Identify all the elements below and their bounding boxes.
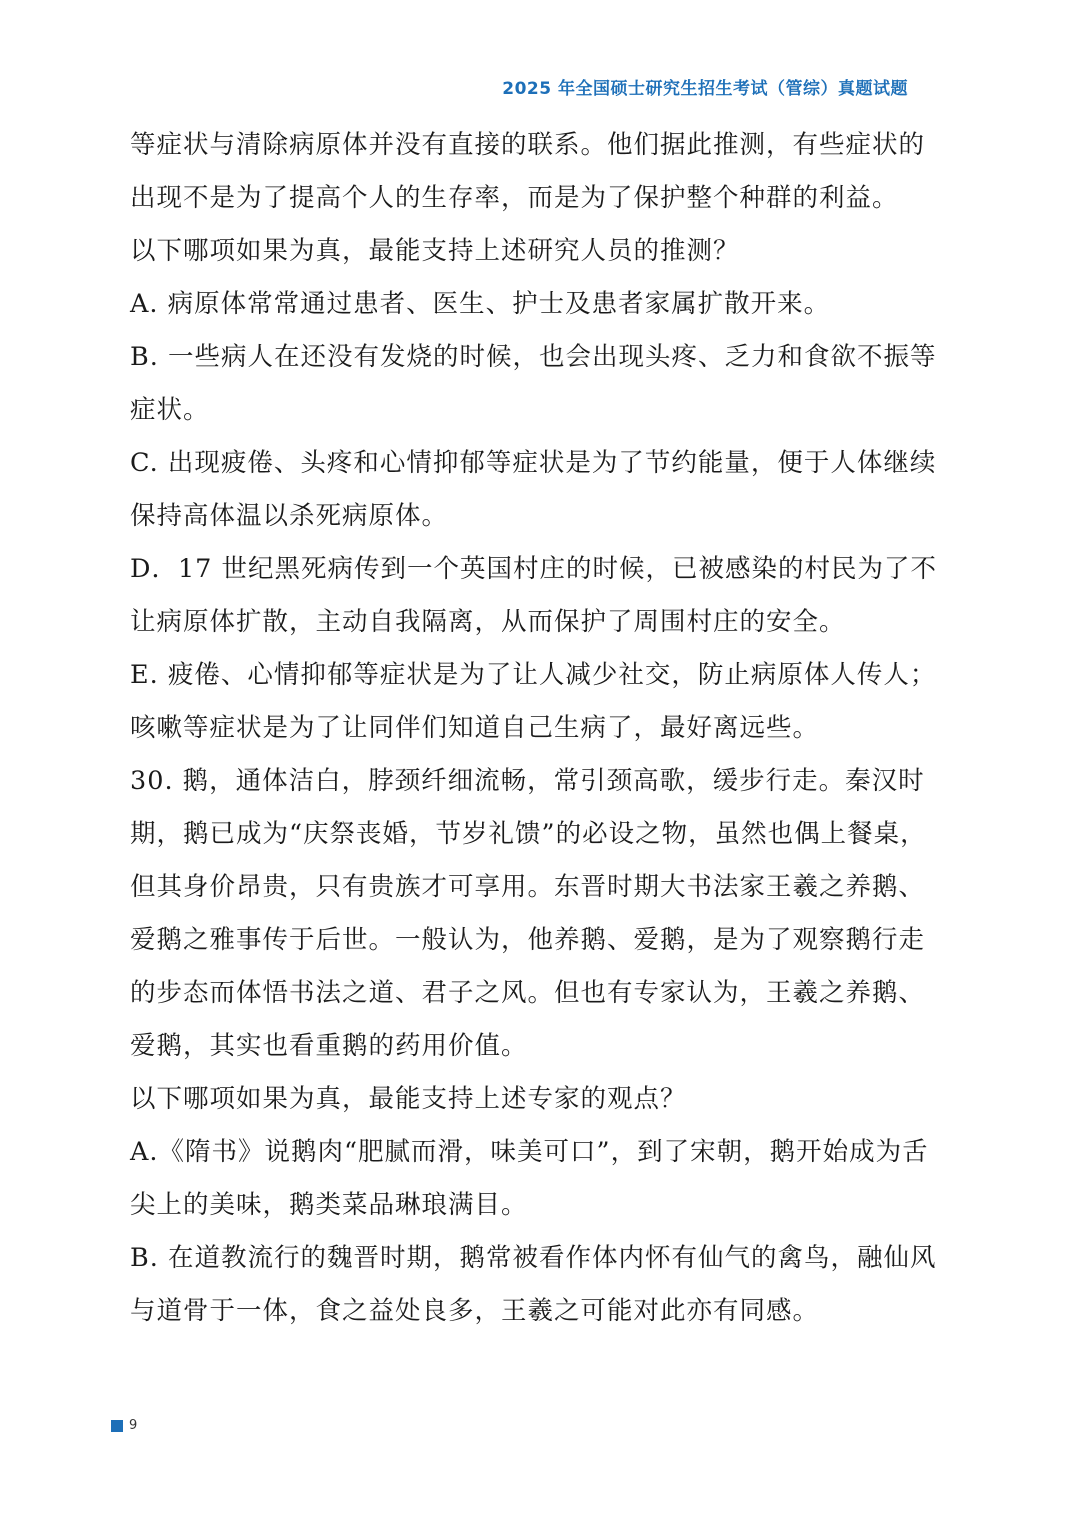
option-b: B. 在道教流行的魏晋时期，鹅常被看作体内怀有仙气的禽鸟，融仙风 [130, 1243, 937, 1273]
option-c: C. 出现疲倦、头疼和心情抑郁等症状是为了节约能量，便于人体继续 [130, 448, 937, 478]
text-line: 咳嗽等症状是为了让同伴们知道自己生病了，最好离远些。 [130, 713, 820, 743]
question-stem: 以下哪项如果为真，最能支持上述研究人员的推测？ [130, 236, 740, 266]
text-line: 但其身价昂贵，只有贵族才可享用。东晋时期大书法家王羲之养鹅、 [130, 872, 926, 902]
page-footer [111, 1418, 137, 1433]
page-marker-square [111, 1420, 123, 1432]
text-line: 让病原体扩散，主动自我隔离，从而保护了周围村庄的安全。 [130, 607, 846, 637]
text-line: 保持高体温以杀死病原体。 [130, 501, 449, 531]
text-line: 爱鹅，其实也看重鹅的药用价值。 [130, 1031, 528, 1061]
option-a: A. 病原体常常通过患者、医生、护士及患者家属扩散开来。 [130, 289, 831, 319]
page-header-title: 2025 年全国硕士研究生招生考试（管综）真题试题 [502, 79, 908, 99]
question-stem: 以下哪项如果为真，最能支持上述专家的观点？ [130, 1084, 687, 1114]
text-line: 等症状与清除病原体并没有直接的联系。他们据此推测，有些症状的 [130, 130, 926, 160]
text-line: 尖上的美味，鹅类菜品琳琅满目。 [130, 1190, 528, 1220]
option-d: D．17 世纪黑死病传到一个英国村庄的时候，已被感染的村民为了不 [130, 554, 937, 584]
page-body [130, 119, 954, 1338]
text-line: 与道骨于一体，食之益处良多，王羲之可能对此亦有同感。 [130, 1296, 820, 1326]
text-line: 症状。 [130, 395, 210, 425]
question-30-start: 30. 鹅，通体洁白，脖颈纤细流畅，常引颈高歌，缓步行走。秦汉时 [130, 766, 925, 796]
option-b: B. 一些病人在还没有发烧的时候，也会出现头疼、乏力和食欲不振等 [130, 342, 937, 372]
text-line: 爱鹅之雅事传于后世。一般认为，他养鹅、爱鹅，是为了观察鹅行走 [130, 925, 926, 955]
text-line: 期，鹅已成为“庆祭丧婚，节岁礼馈”的必设之物，虽然也偶上餐桌， [130, 819, 927, 849]
option-a: A.《隋书》说鹅肉“肥腻而滑，味美可口”，到了宋朝，鹅开始成为舌 [130, 1137, 929, 1167]
text-line: 的步态而体悟书法之道、君子之风。但也有专家认为，王羲之养鹅、 [130, 978, 926, 1008]
page-number: 9 [129, 1418, 138, 1433]
text-line: 出现不是为了提高个人的生存率，而是为了保护整个种群的利益。 [130, 183, 899, 213]
option-e: E. 疲倦、心情抑郁等症状是为了让人减少社交，防止病原体人传人； [130, 660, 937, 690]
